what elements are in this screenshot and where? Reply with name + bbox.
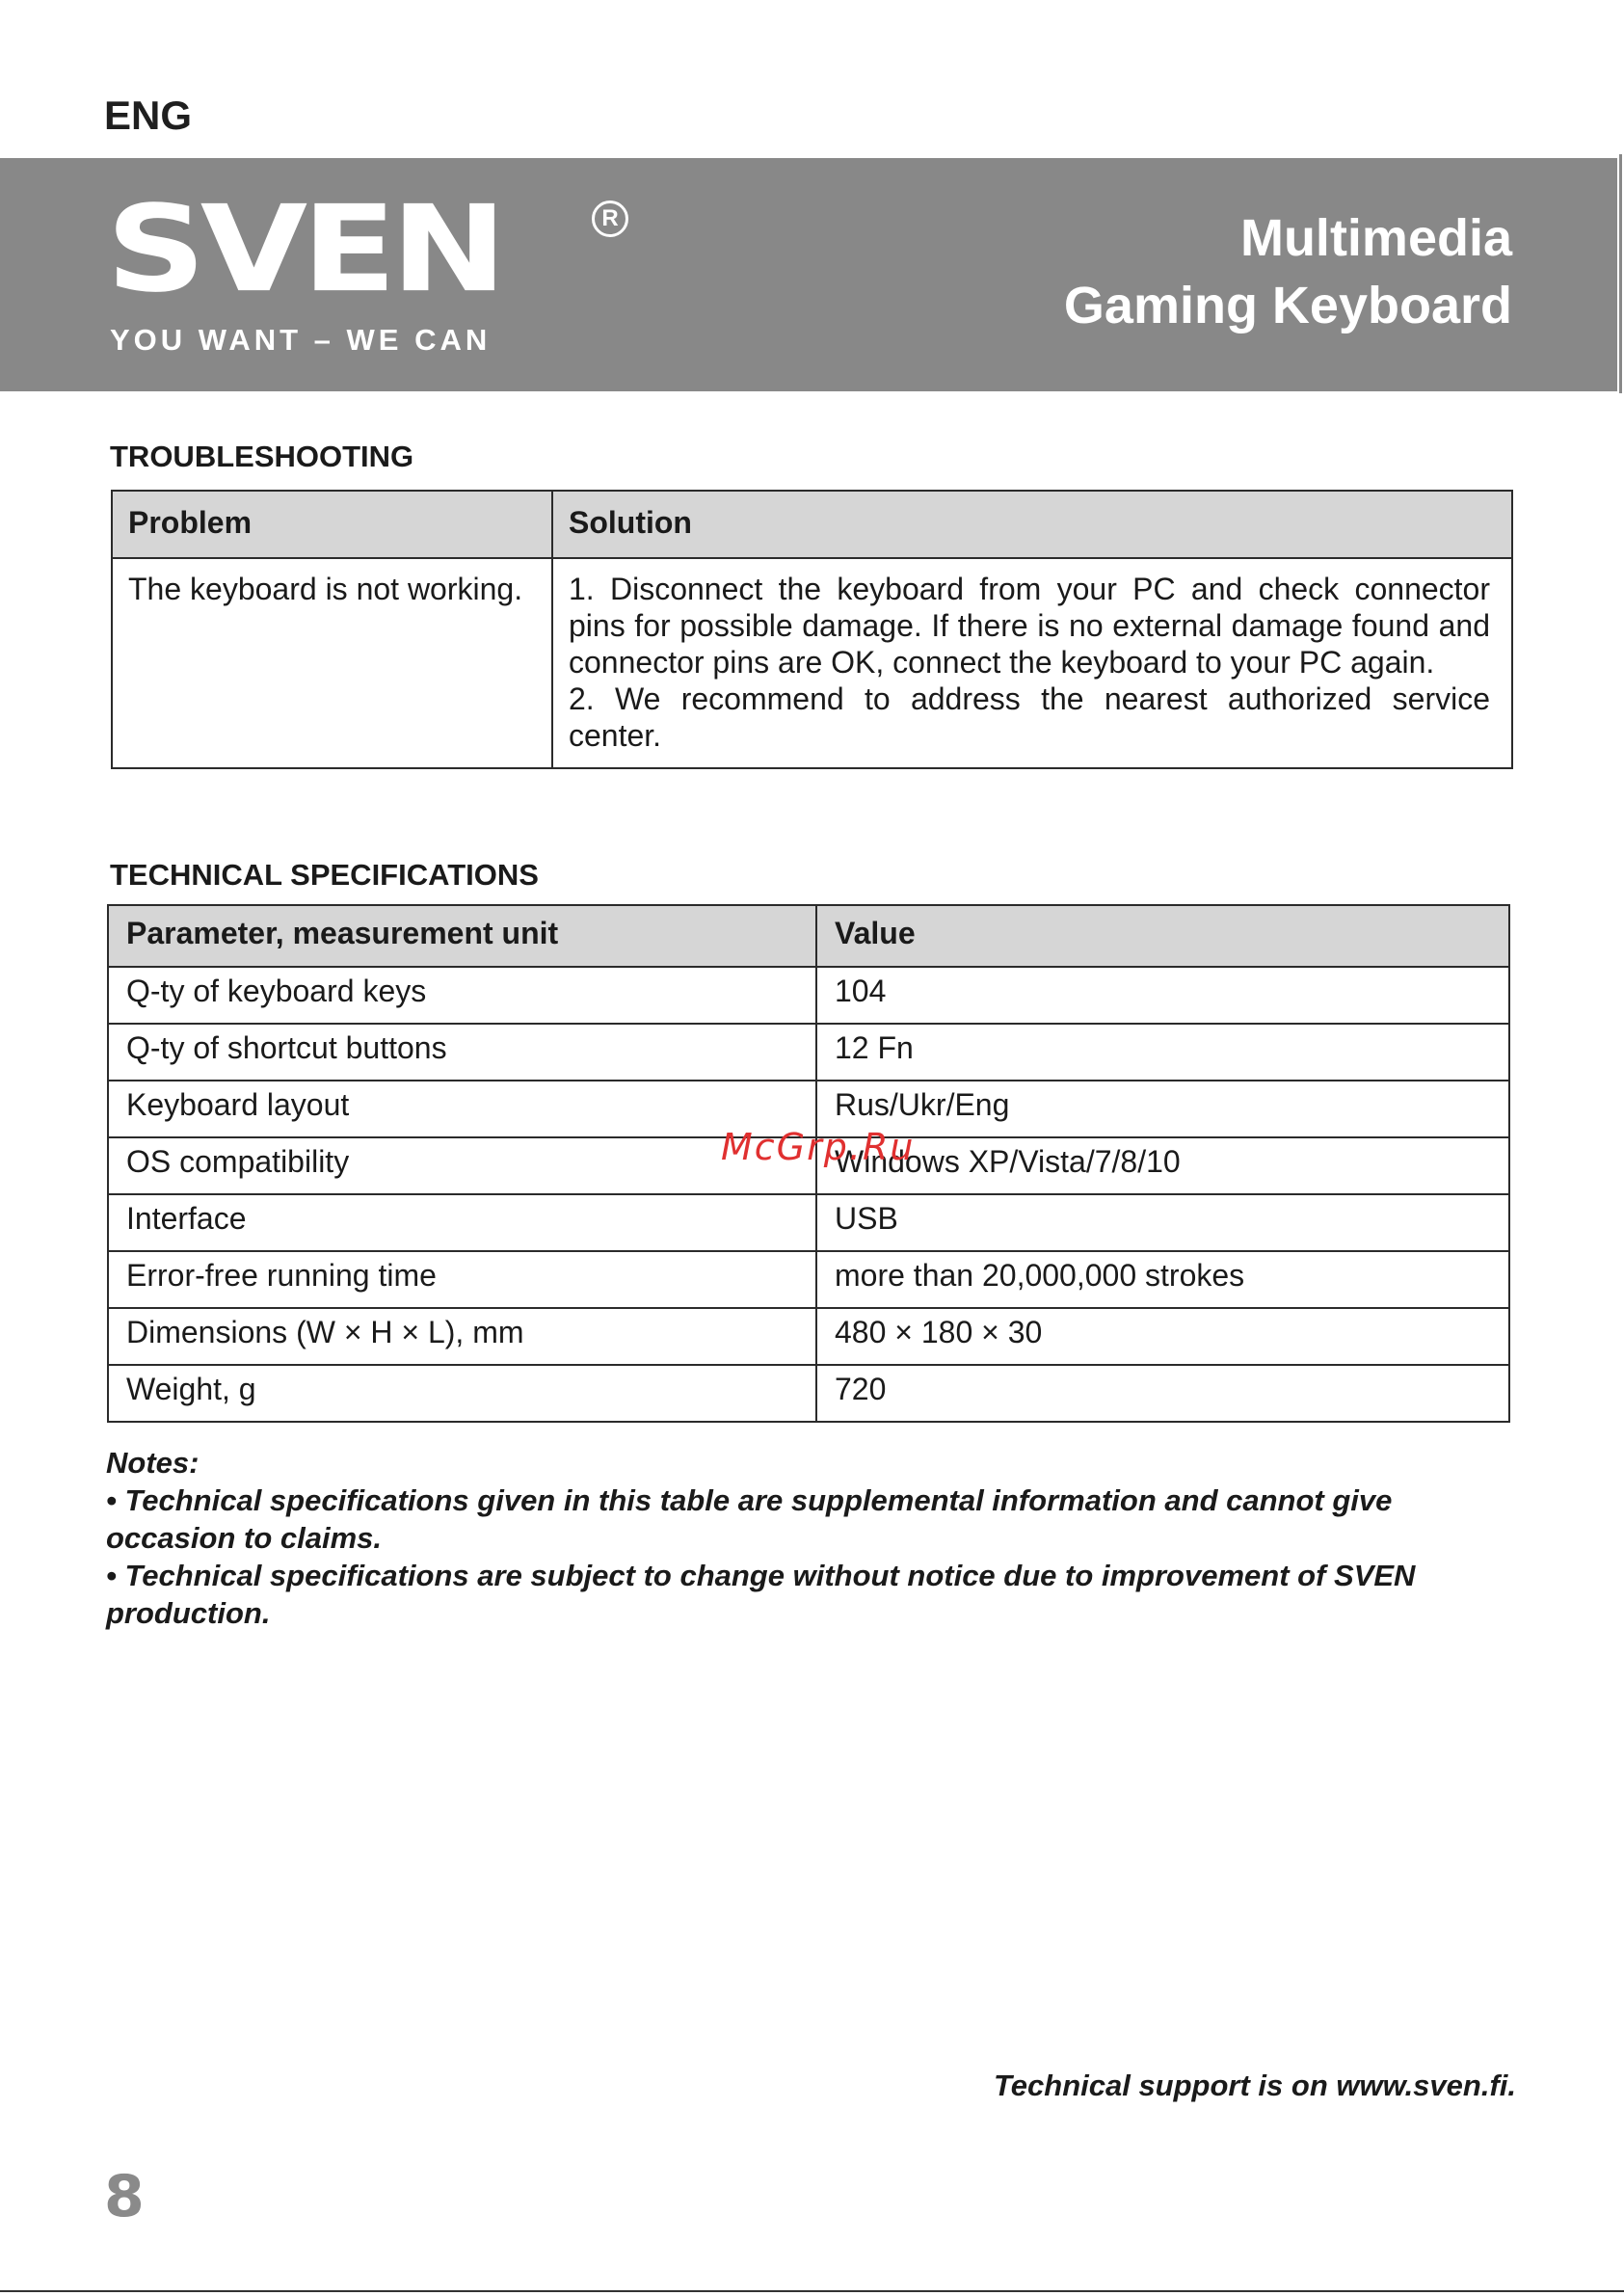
column-header: Parameter, measurement unit	[108, 905, 816, 967]
note-item: • Technical specifications given in this table are supplemental information and cannot give occasion to claims.	[106, 1483, 1393, 1555]
registered-mark-icon: R	[592, 200, 628, 237]
notes-title: Notes:	[106, 1446, 200, 1480]
product-title	[1064, 204, 1512, 339]
table-row	[108, 1024, 1509, 1081]
banner-edge	[1619, 154, 1622, 393]
value-cell: 12 Fn	[816, 1024, 1509, 1081]
troubleshooting-table	[111, 490, 1513, 769]
table-row	[108, 1194, 1509, 1251]
column-header: Solution	[552, 491, 1512, 558]
parameter-cell: Q-ty of shortcut buttons	[108, 1024, 816, 1081]
solution-cell	[552, 558, 1512, 768]
watermark: McGrp.Ru	[721, 1126, 916, 1168]
support-text: Technical support is on www.sven.fi.	[993, 2069, 1516, 2102]
bottom-divider	[0, 2290, 1624, 2292]
language-label: ENG	[104, 93, 193, 138]
note-item: • Technical specifications are subject to change without notice due to improvement of SVEN production.	[106, 1559, 1416, 1630]
table-row	[108, 1365, 1509, 1422]
product-title-line2: Gaming Keyboard	[1063, 277, 1512, 334]
table-row	[108, 1251, 1509, 1308]
value-cell: 480 × 180 × 30	[816, 1308, 1509, 1365]
table-header-row	[112, 491, 1512, 558]
sven-logo	[106, 178, 626, 357]
value-cell: more than 20,000,000 strokes	[816, 1251, 1509, 1308]
parameter-cell: Dimensions (W × H × L), mm	[108, 1308, 816, 1365]
solution-step: 2. We recommend to address the nearest authorized service center.	[569, 681, 1490, 753]
table-row	[112, 558, 1512, 768]
brand-name: SVEN	[106, 178, 502, 319]
table-row	[108, 967, 1509, 1024]
value-cell: 104	[816, 967, 1509, 1024]
parameter-cell: Keyboard layout	[108, 1081, 816, 1137]
value-cell: Windows XP/Vista/7/8/10	[816, 1137, 1509, 1194]
page-number: 8	[104, 2163, 145, 2230]
parameter-cell: OS compatibility	[108, 1137, 816, 1194]
brand-tagline: YOU WANT – WE CAN	[110, 323, 492, 357]
column-header: Problem	[112, 491, 552, 558]
specifications-title: TECHNICAL SPECIFICATIONS	[110, 858, 539, 892]
table-row	[108, 1308, 1509, 1365]
problem-cell: The keyboard is not working.	[112, 558, 552, 768]
table-header-row	[108, 905, 1509, 967]
parameter-cell: Error-free running time	[108, 1251, 816, 1308]
parameter-cell: Q-ty of keyboard keys	[108, 967, 816, 1024]
value-cell: 720	[816, 1365, 1509, 1422]
column-header: Value	[816, 905, 1509, 967]
parameter-cell: Interface	[108, 1194, 816, 1251]
product-title-line1: Multimedia	[1239, 209, 1512, 267]
notes-block	[106, 1444, 1515, 1632]
troubleshooting-title: TROUBLESHOOTING	[110, 440, 414, 473]
solution-step: 1. Disconnect the keyboard from your PC and check connector pins for possible damage. If there is no external damage found and connector pins are OK, connect the keyboard to your PC again.	[569, 572, 1490, 680]
parameter-cell: Weight, g	[108, 1365, 816, 1422]
value-cell: USB	[816, 1194, 1509, 1251]
value-cell: Rus/Ukr/Eng	[816, 1081, 1509, 1137]
